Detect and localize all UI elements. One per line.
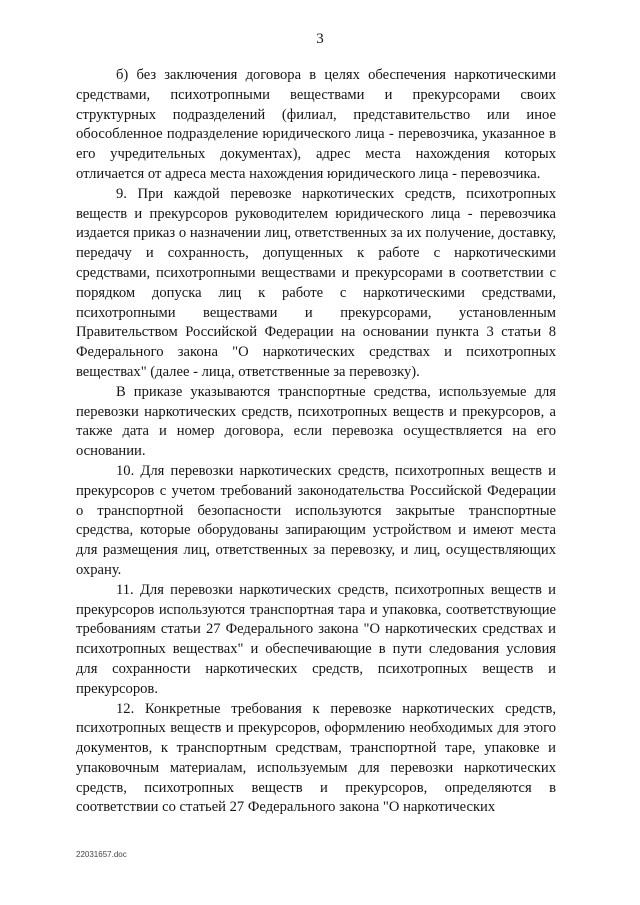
document-body [76, 66, 556, 818]
paragraph-b: б) без заключения договора в целях обеспечения наркотическими средствами, психотропными веществами и прекурсорами своих структурных подразделений (филиал, представительство или иное обособленное подразделение юридического лица - перевозчика, указанное в его учредительных документах), адрес места нахождения которых отличается от адреса места нахождения юридического лица - перевозчика. [76, 67, 556, 182]
paragraph-9: 9. При каждой перевозке наркотических средств, психотропных веществ и прекурсоров руководителем юридического лица - перевозчика издается приказ о назначении лиц, ответственных за их получение, доставку, передачу и сохранность, допущенных к работе с наркотическими средствами, психотропными веществами и прекурсорами в соответствии с порядком допуска лиц к работе с наркотическими средствами, психотропными веществами и прекурсорами, установленным Правительством Российской Федерации на основании пункта 3 статьи 8 Федерального закона "О наркотических средствах и психотропных веществах" (далее - лица, ответственные за перевозку). [76, 185, 556, 380]
paragraph-9-order: В приказе указываются транспортные средства, используемые для перевозки наркотических средств, психотропных веществ и прекурсоров, а также дата и номер договора, если перевозка осуществляется на его основании. [76, 383, 556, 460]
paragraph-11: 11. Для перевозки наркотических средств, психотропных веществ и прекурсоров используются транспортная тара и упаковка, соответствующие требованиям статьи 27 Федерального закона "О наркотических средствах и психотропных веществах" и обеспечивающие в пути следования условия для сохранности наркотических средств, психотропных веществ и прекурсоров. [76, 581, 556, 697]
page-number: 3 [316, 31, 324, 47]
footer-filename: 22031657.doc [76, 850, 127, 859]
paragraph-10: 10. Для перевозки наркотических средств, психотропных веществ и прекурсоров с учетом требований законодательства Российской Федерации о транспортной безопасности используются закрытые транспортные средства, которые оборудованы запирающим устройством и имеют места для размещения лиц, ответственных за перевозку, и лиц, осуществляющих охрану. [76, 462, 556, 578]
paragraph-12: 12. Конкретные требования к перевозке наркотических средств, психотропных веществ и прекурсоров, оформлению необходимых для этого документов, к транспортным средствам, транспортной таре, упаковке и упаковочным материалам, используемым для перевозки наркотических средств, психотропных веществ и прекурсоров, определяются в соответствии со статьей 27 Федерального закона "О наркотических [76, 700, 556, 816]
